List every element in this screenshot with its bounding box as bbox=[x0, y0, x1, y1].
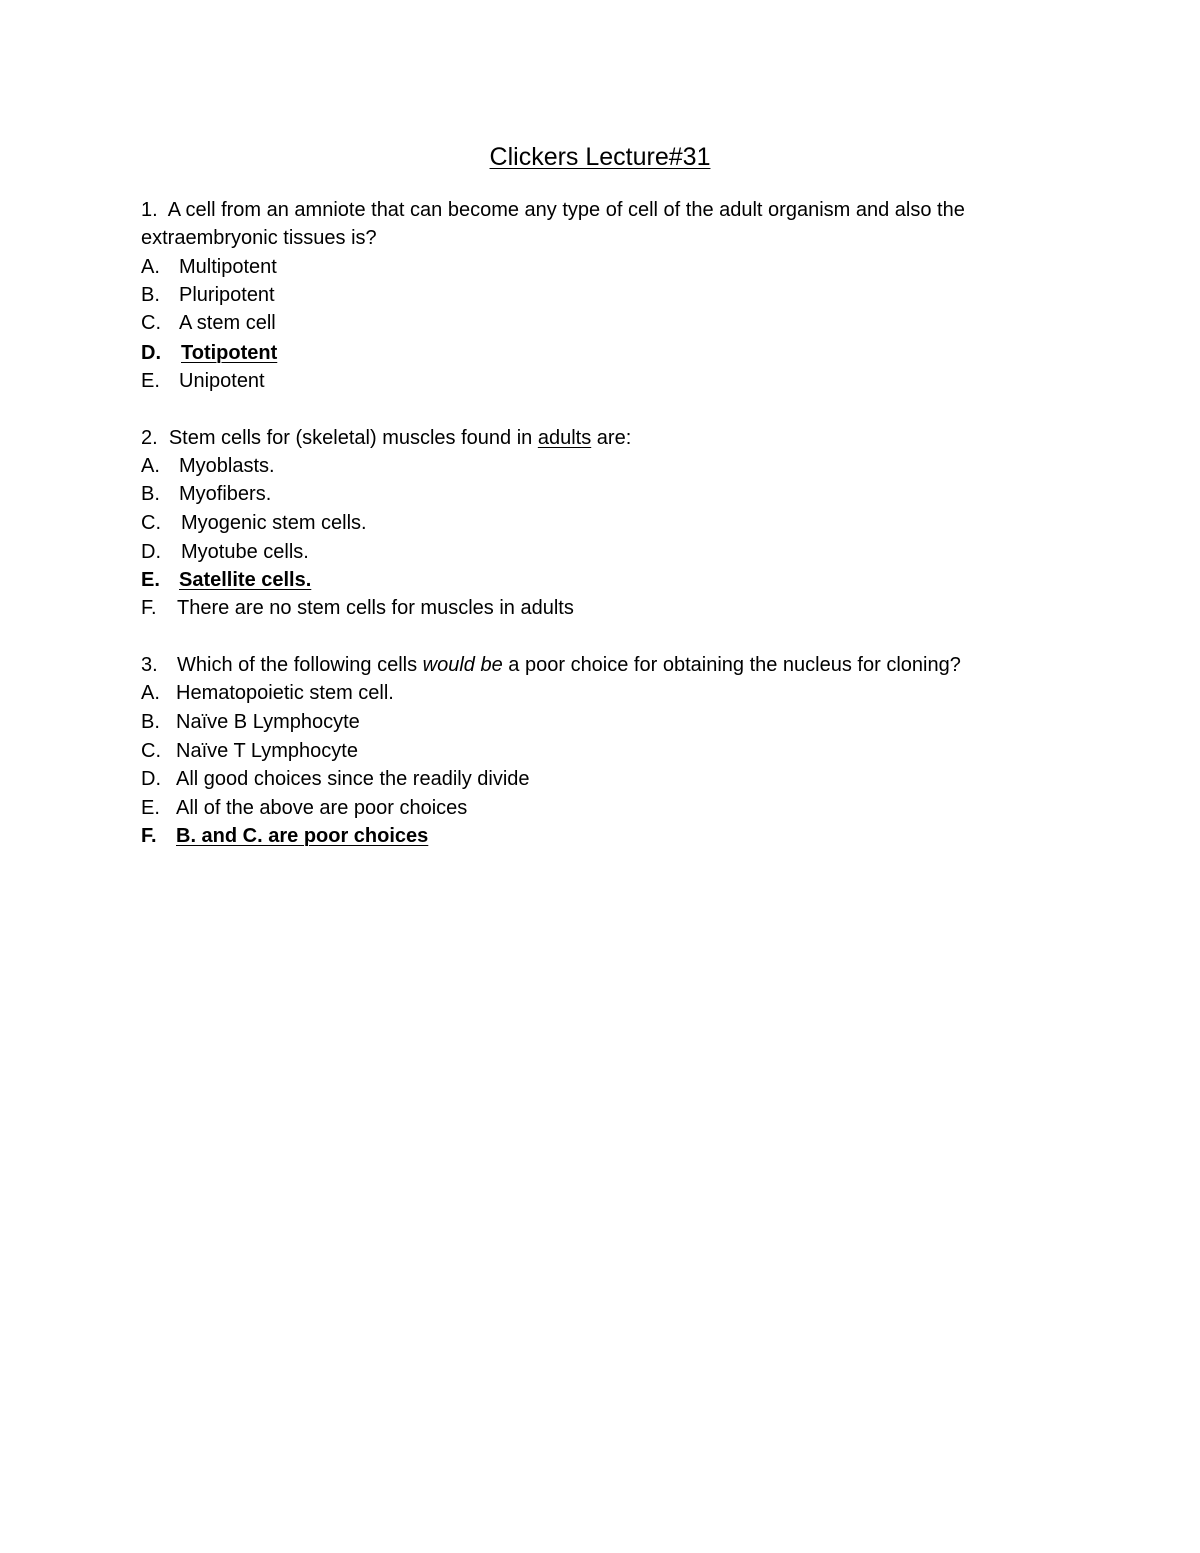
option-letter: D. bbox=[141, 541, 161, 563]
question-1-option-b bbox=[141, 282, 275, 308]
question-1-option-e bbox=[141, 368, 265, 394]
question-2-option-b bbox=[141, 481, 271, 507]
option-text: Pluripotent bbox=[179, 284, 275, 306]
question-3-stem-after: a poor choice for obtaining the nucleus for cloning? bbox=[508, 654, 961, 676]
option-letter: F. bbox=[141, 597, 157, 619]
question-1-option-d-correct bbox=[141, 340, 277, 366]
question-2-stem-after: are: bbox=[596, 427, 632, 449]
question-2-option-e-correct bbox=[141, 567, 311, 593]
correct-answer-text: Totipotent bbox=[181, 342, 278, 364]
option-text: Myogenic stem cells. bbox=[181, 512, 367, 534]
option-text: Myotube cells. bbox=[181, 541, 309, 563]
question-3-option-f-correct bbox=[141, 823, 428, 849]
option-letter: A. bbox=[141, 455, 160, 477]
option-letter: C. bbox=[141, 740, 161, 762]
option-text: Multipotent bbox=[179, 256, 277, 278]
option-letter: B. bbox=[141, 483, 160, 505]
question-1-stem-line-1 bbox=[141, 197, 965, 223]
option-letter: C. bbox=[141, 312, 161, 334]
question-3-option-d bbox=[141, 766, 530, 792]
option-letter: E. bbox=[141, 797, 160, 819]
option-text: Naïve T Lymphocyte bbox=[176, 740, 358, 762]
option-text: Unipotent bbox=[179, 370, 265, 392]
correct-answer-text: Satellite cells. bbox=[179, 569, 312, 591]
question-2-option-d bbox=[141, 539, 309, 565]
question-2-stem-before: Stem cells for (skeletal) muscles found in bbox=[168, 427, 533, 449]
question-3-option-e bbox=[141, 795, 467, 821]
option-text: Hematopoietic stem cell. bbox=[176, 682, 394, 704]
question-3-stem-italic: would be bbox=[422, 654, 503, 676]
option-letter: A. bbox=[141, 256, 160, 278]
question-1-number: 1. bbox=[141, 199, 158, 221]
question-2-number: 2. bbox=[141, 427, 158, 449]
question-1-option-c bbox=[141, 310, 276, 336]
question-2-stem bbox=[141, 425, 631, 451]
option-text: All of the above are poor choices bbox=[176, 797, 468, 819]
option-letter: D. bbox=[141, 768, 161, 790]
question-3-stem-before: Which of the following cells bbox=[177, 654, 418, 676]
option-letter: C. bbox=[141, 512, 161, 534]
option-letter: E. bbox=[141, 370, 160, 392]
question-2-option-f bbox=[141, 595, 574, 621]
question-2-option-a bbox=[141, 453, 275, 479]
option-letter: D. bbox=[141, 342, 161, 364]
question-1-stem-text: A cell from an amniote that can become any type of cell of the adult organism and also the bbox=[167, 199, 965, 221]
question-3-option-a bbox=[141, 680, 394, 706]
option-letter: E. bbox=[141, 569, 160, 591]
option-text: All good choices since the readily divide bbox=[176, 768, 530, 790]
question-3-number: 3. bbox=[141, 654, 158, 676]
option-text: Myoblasts. bbox=[179, 455, 275, 477]
option-text: Myofibers. bbox=[179, 483, 272, 505]
correct-answer-text: B. and C. are poor choices bbox=[176, 825, 429, 847]
question-1-option-a bbox=[141, 254, 277, 280]
question-3-stem bbox=[141, 652, 961, 678]
question-3-option-c bbox=[141, 738, 358, 764]
option-text: A stem cell bbox=[179, 312, 276, 334]
option-letter: F. bbox=[141, 825, 157, 847]
question-1-stem-line-2: extraembryonic tissues is? bbox=[141, 227, 377, 249]
document-title: Clickers Lecture#31 bbox=[489, 143, 711, 171]
option-text: Naïve B Lymphocyte bbox=[176, 711, 360, 733]
question-3-option-b bbox=[141, 709, 360, 735]
option-letter: A. bbox=[141, 682, 160, 704]
question-2-stem-underlined: adults bbox=[537, 427, 592, 449]
option-letter: B. bbox=[141, 284, 160, 306]
option-letter: B. bbox=[141, 711, 160, 733]
option-text: There are no stem cells for muscles in adults bbox=[177, 597, 574, 619]
question-2-option-c bbox=[141, 510, 367, 536]
